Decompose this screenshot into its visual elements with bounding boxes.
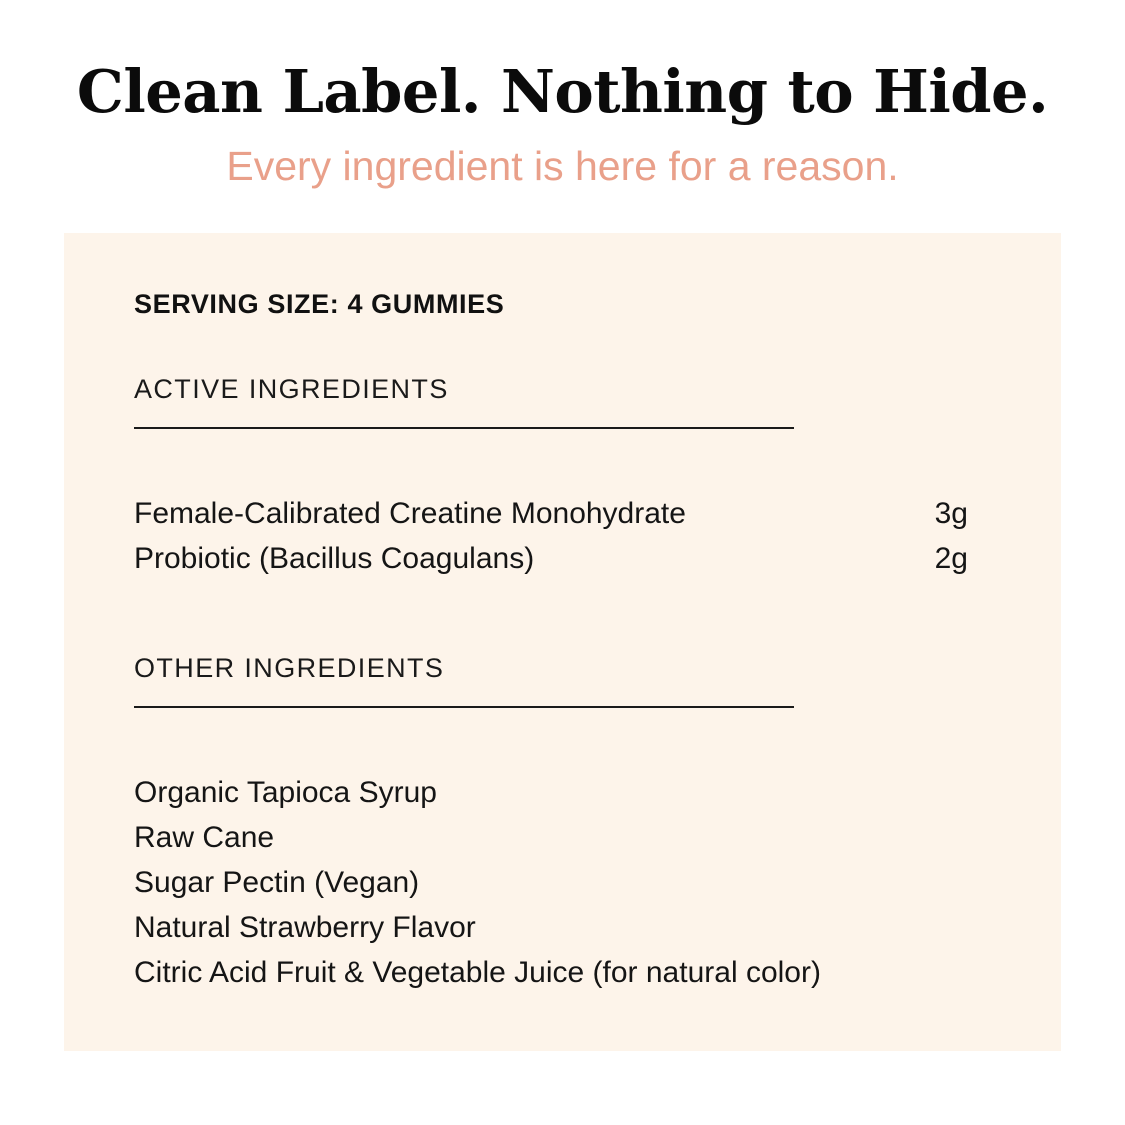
ingredient-name: Probiotic (Bacillus Coagulans)	[134, 542, 535, 575]
other-ingredients-section	[134, 581, 991, 995]
other-ingredients-list	[134, 708, 991, 995]
ingredient-amount: 3g	[934, 497, 968, 530]
list-item: Raw Cane	[134, 821, 275, 854]
serving-size-label: SERVING SIZE: 4 GUMMIES	[134, 289, 505, 319]
table-row	[134, 491, 968, 536]
list-item: Citric Acid Fruit & Vegetable Juice (for natural color)	[134, 956, 821, 989]
page-title: Clean Label. Nothing to Hide.	[76, 57, 1049, 126]
table-row	[134, 536, 968, 581]
ingredients-panel	[64, 233, 1061, 1051]
active-ingredients-list	[134, 429, 968, 581]
list-item: Organic Tapioca Syrup	[134, 776, 437, 809]
ingredient-name: Female-Calibrated Creatine Monohydrate	[134, 497, 686, 530]
page-subtitle: Every ingredient is here for a reason.	[226, 142, 899, 189]
active-ingredients-heading: ACTIVE INGREDIENTS	[134, 374, 449, 404]
list-item: Sugar Pectin (Vegan)	[134, 866, 420, 899]
list-item: Natural Strawberry Flavor	[134, 911, 476, 944]
ingredients-panel-content	[64, 233, 1061, 995]
other-ingredients-heading: OTHER INGREDIENTS	[134, 653, 445, 683]
ingredient-amount: 2g	[934, 542, 968, 575]
